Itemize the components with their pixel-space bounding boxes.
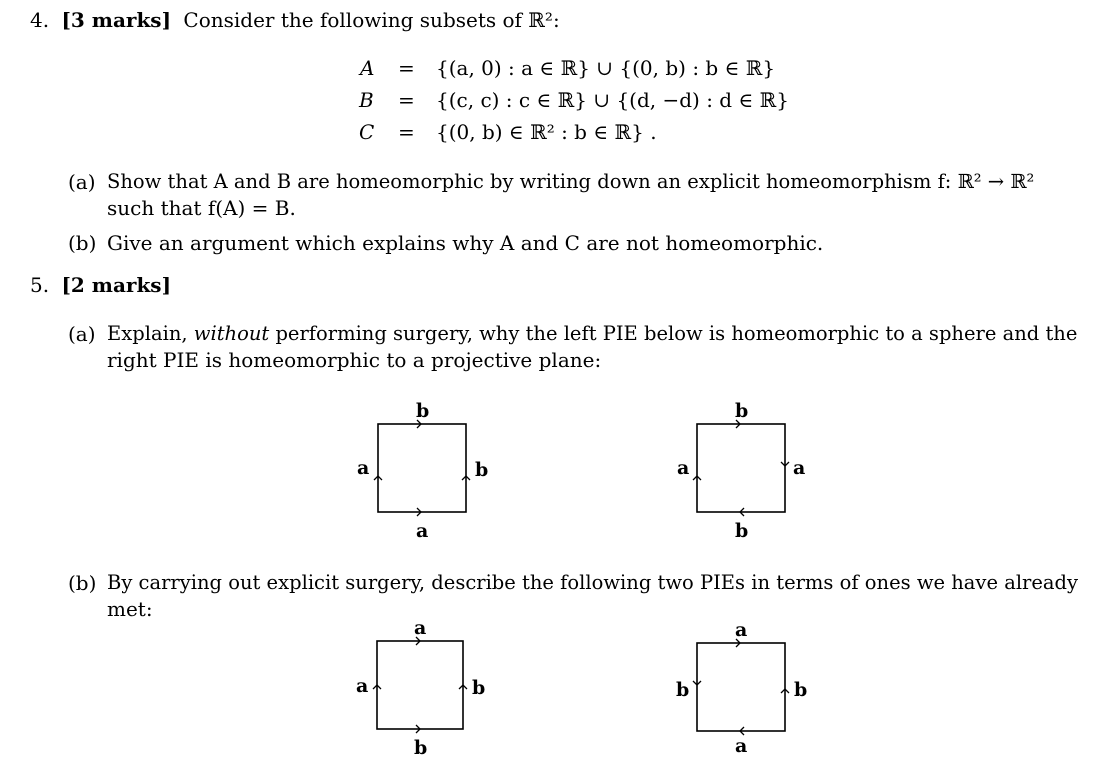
edge-label-top: a bbox=[735, 619, 748, 641]
edge-label-top: b bbox=[735, 400, 749, 422]
equation-row-c bbox=[359, 120, 374, 144]
equation-eq: = bbox=[398, 88, 415, 112]
q4b-label: (b) bbox=[68, 231, 97, 255]
edge-label-left: b bbox=[676, 679, 690, 701]
q4b-text: Give an argument which explains why A and C are not homeomorphic. bbox=[107, 231, 824, 255]
edge-label-bottom: b bbox=[735, 520, 749, 542]
square-edges bbox=[369, 633, 473, 737]
equation-rhs: {(c, c) : c ∈ ℝ} ∪ {(d, −d) : d ∈ ℝ} bbox=[436, 88, 789, 112]
edge-label-right: a bbox=[793, 457, 806, 479]
edge-label-right: b bbox=[794, 679, 808, 701]
q5a-pre: Explain, bbox=[107, 322, 188, 345]
q5a-post: performing surgery, why the left PIE below is homeomorphic to a sphere and the bbox=[275, 322, 1078, 345]
q4-number: 4. bbox=[30, 8, 50, 32]
equation-rhs: {(a, 0) : a ∈ ℝ} ∪ {(0, b) : b ∈ ℝ} bbox=[436, 56, 776, 80]
edge-label-top: b bbox=[416, 400, 430, 422]
q5-header bbox=[30, 273, 171, 297]
equation-lhs: A bbox=[360, 56, 375, 80]
square-edges bbox=[689, 416, 795, 520]
q4a-line2: such that f(A) = B. bbox=[107, 196, 296, 220]
q5b-line1: By carrying out explicit surgery, describe the following two PIEs in terms of ones we have already bbox=[107, 571, 1079, 594]
q5b-label: (b) bbox=[68, 571, 97, 595]
equation-lhs: C bbox=[359, 120, 375, 144]
q5a-line2: right PIE is homeomorphic to a projective plane: bbox=[107, 348, 602, 372]
q4-marks: [3 marks] bbox=[61, 8, 172, 32]
q5a-emphasis: without bbox=[193, 322, 270, 345]
edge-label-right: b bbox=[472, 677, 486, 699]
equation-row-a bbox=[360, 56, 374, 80]
equation-rhs: {(0, b) ∈ ℝ² : b ∈ ℝ} . bbox=[436, 120, 657, 144]
q5-marks: [2 marks] bbox=[61, 273, 172, 297]
q4-intro: Consider the following subsets of ℝ²: bbox=[183, 8, 560, 32]
equation-eq: = bbox=[398, 120, 415, 144]
edge-label-bottom: a bbox=[735, 735, 748, 757]
equation-lhs: B bbox=[359, 88, 374, 112]
edge-label-bottom: a bbox=[416, 520, 429, 542]
edge-label-right: b bbox=[475, 459, 489, 481]
q4-header bbox=[30, 8, 560, 32]
edge-label-left: a bbox=[357, 457, 370, 479]
q5b-line2: met: bbox=[107, 597, 153, 621]
edge-label-bottom: b bbox=[414, 737, 428, 759]
square-edges bbox=[689, 635, 795, 739]
q4a-label: (a) bbox=[68, 170, 96, 194]
edge-label-top: a bbox=[414, 617, 427, 639]
q4a-line1: Show that A and B are homeomorphic by writing down an explicit homeomorphism f: ℝ² → ℝ² bbox=[107, 170, 1035, 193]
equation-eq: = bbox=[398, 56, 415, 80]
equation-row-b bbox=[359, 88, 374, 112]
q5a-label: (a) bbox=[68, 322, 96, 346]
q5a-line1 bbox=[107, 322, 1077, 345]
q5-number: 5. bbox=[30, 273, 50, 297]
edge-label-left: a bbox=[356, 675, 369, 697]
edge-label-left: a bbox=[677, 457, 690, 479]
square-edges bbox=[370, 416, 476, 520]
